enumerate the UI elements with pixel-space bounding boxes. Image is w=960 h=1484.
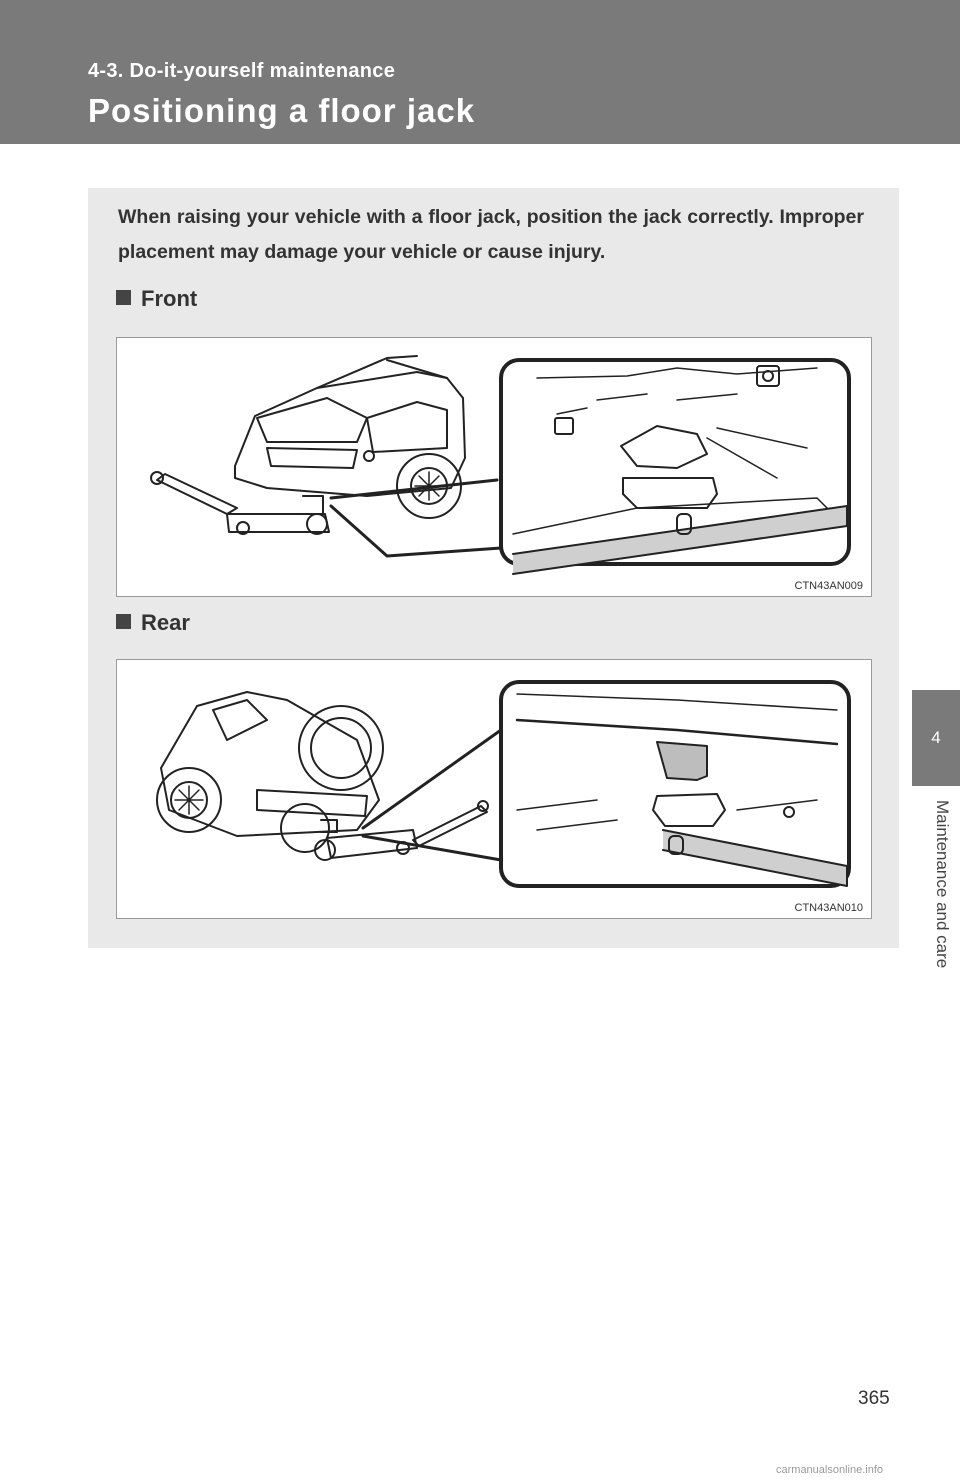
front-jack-figure bbox=[116, 337, 872, 597]
intro-text: When raising your vehicle with a floor jack, position the jack correctly. Improper placement may damage your vehicle or cause injury. bbox=[118, 206, 864, 263]
chapter-tab: 4 bbox=[912, 690, 960, 786]
front-figure-code: CTN43AN009 bbox=[794, 580, 863, 592]
front-heading bbox=[116, 286, 197, 312]
square-bullet-icon bbox=[116, 290, 131, 305]
page-title: Positioning a floor jack bbox=[88, 92, 476, 129]
front-heading-label: Front bbox=[141, 286, 198, 311]
rear-heading bbox=[116, 610, 190, 636]
square-bullet-icon bbox=[116, 614, 131, 629]
rear-jack-illustration bbox=[117, 660, 871, 918]
watermark: carmanualsonline.info bbox=[776, 1464, 884, 1476]
front-jack-illustration bbox=[117, 338, 871, 596]
page-number: 365 bbox=[858, 1388, 890, 1409]
chapter-label: Maintenance and care bbox=[933, 800, 952, 969]
section-label: 4-3. Do-it-yourself maintenance bbox=[88, 60, 396, 82]
rear-heading-label: Rear bbox=[141, 610, 190, 635]
rear-figure-code: CTN43AN010 bbox=[794, 902, 863, 914]
rear-jack-figure bbox=[116, 659, 872, 919]
page-header bbox=[0, 0, 960, 144]
